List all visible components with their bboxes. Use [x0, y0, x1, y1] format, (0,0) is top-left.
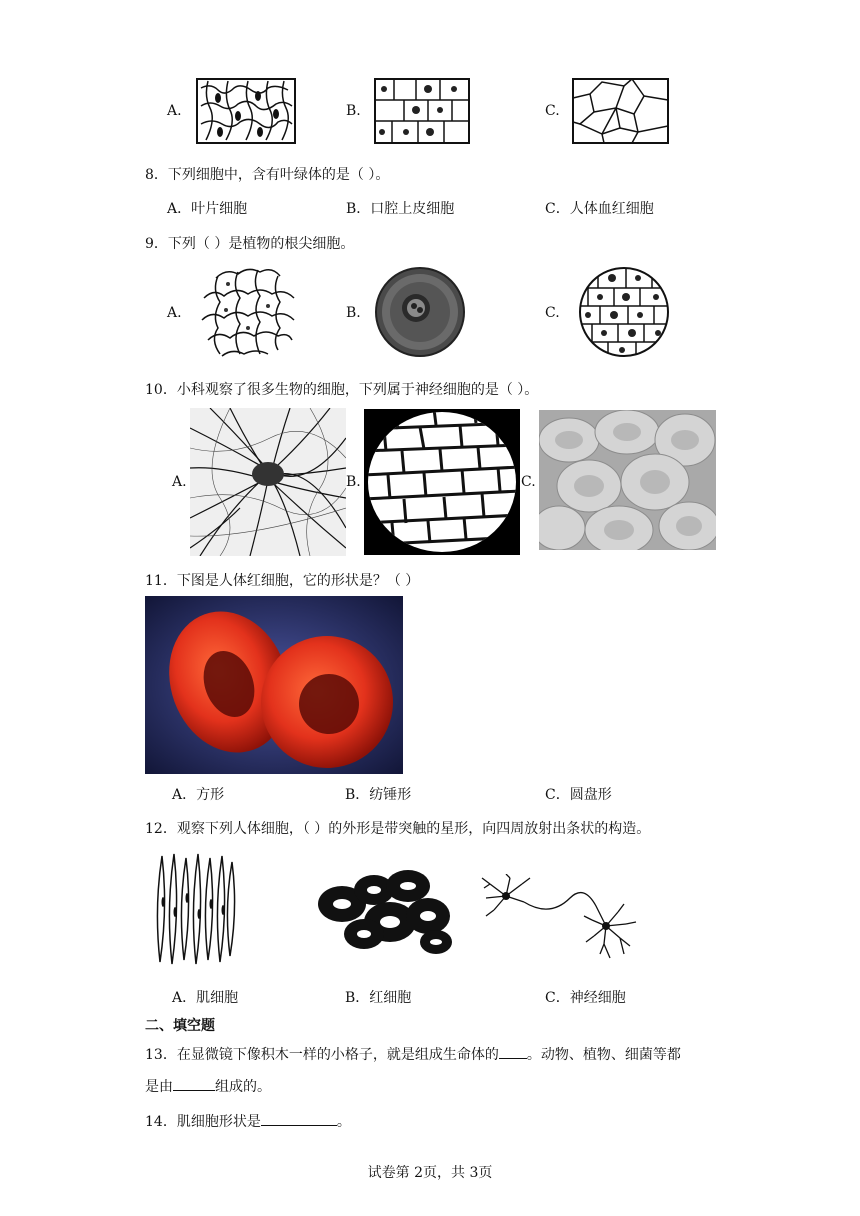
q7-option-b-label: B.: [346, 103, 361, 119]
q11-option-b[interactable]: B．纺锤形: [345, 787, 412, 803]
q13-line-1: [145, 1044, 681, 1064]
q13-text-4: 组成的。: [215, 1079, 271, 1095]
q13-text-1: 13．在显微镜下像积木一样的小格子，就是组成生命体的: [145, 1047, 499, 1063]
q9-option-a-label: A.: [167, 305, 182, 321]
q11-option-c[interactable]: C．圆盘形: [545, 787, 612, 803]
q10-option-c-label: C.: [521, 474, 536, 490]
q7-option-c-label: C.: [545, 103, 560, 119]
q13-blank-2[interactable]: [173, 1076, 215, 1091]
q14-blank[interactable]: [261, 1111, 337, 1126]
q12-muscle-cell-image: [150, 852, 240, 966]
q8-stem: 8．下列细胞中，含有叶绿体的是（ ）。: [145, 167, 390, 183]
page-footer: 试卷第 2页，共 3页: [367, 1165, 493, 1181]
q10-option-b-label: B.: [346, 474, 361, 490]
q11-option-a[interactable]: A．方形: [172, 787, 225, 803]
q9-stem: 9．下列（ ）是植物的根尖细胞。: [145, 236, 355, 252]
q12-option-b[interactable]: B．红细胞: [345, 990, 412, 1006]
q11-stem: 11．下图是人体红细胞，它的形状是？（ ）: [145, 573, 420, 589]
q9-option-b-image: [374, 266, 466, 358]
q10-option-c-image: [539, 410, 716, 550]
q14-line: [145, 1111, 351, 1131]
q10-option-b-image: [364, 409, 520, 555]
section-title-fill-in: 二、填空题: [145, 1018, 215, 1034]
q8-option-b[interactable]: B．口腔上皮细胞: [346, 201, 455, 217]
q8-option-c[interactable]: C．人体血红细胞: [545, 201, 654, 217]
q7-option-b-image: [374, 78, 470, 144]
q13-text-2: 。动物、植物、细菌等都: [526, 1047, 681, 1063]
q7-option-c-image: [572, 78, 669, 144]
q9-option-c-image: [574, 266, 674, 358]
q9-option-a-image: [196, 264, 300, 360]
q11-red-blood-cell-image: [145, 596, 403, 774]
q13-blank-1[interactable]: [499, 1044, 527, 1059]
q13-text-3: 是由: [145, 1079, 173, 1095]
q10-option-a-image: [190, 408, 346, 556]
q12-option-a[interactable]: A．肌细胞: [172, 990, 239, 1006]
q12-red-blood-cell-image: [312, 864, 456, 956]
q14-text-2: 。: [336, 1114, 351, 1130]
q13-line-2: [145, 1076, 271, 1096]
q12-stem: 12．观察下列人体细胞，（ ）的外形是带突触的星形，向四周放射出条状的构造。: [145, 821, 651, 837]
q14-text-1: 14．肌细胞形状是: [145, 1114, 261, 1130]
q9-option-c-label: C.: [545, 305, 560, 321]
q8-option-a[interactable]: A．叶片细胞: [167, 201, 248, 217]
q7-option-a-label: A.: [167, 103, 182, 119]
q10-option-a-label: A.: [172, 474, 187, 490]
q7-option-a-image: [196, 78, 296, 144]
q10-stem: 10．小科观察了很多生物的细胞，下列属于神经细胞的是（ ）。: [145, 382, 539, 398]
q9-option-b-label: B.: [346, 305, 361, 321]
q12-option-c[interactable]: C．神经细胞: [545, 990, 626, 1006]
q12-nerve-cell-image: [480, 874, 642, 966]
